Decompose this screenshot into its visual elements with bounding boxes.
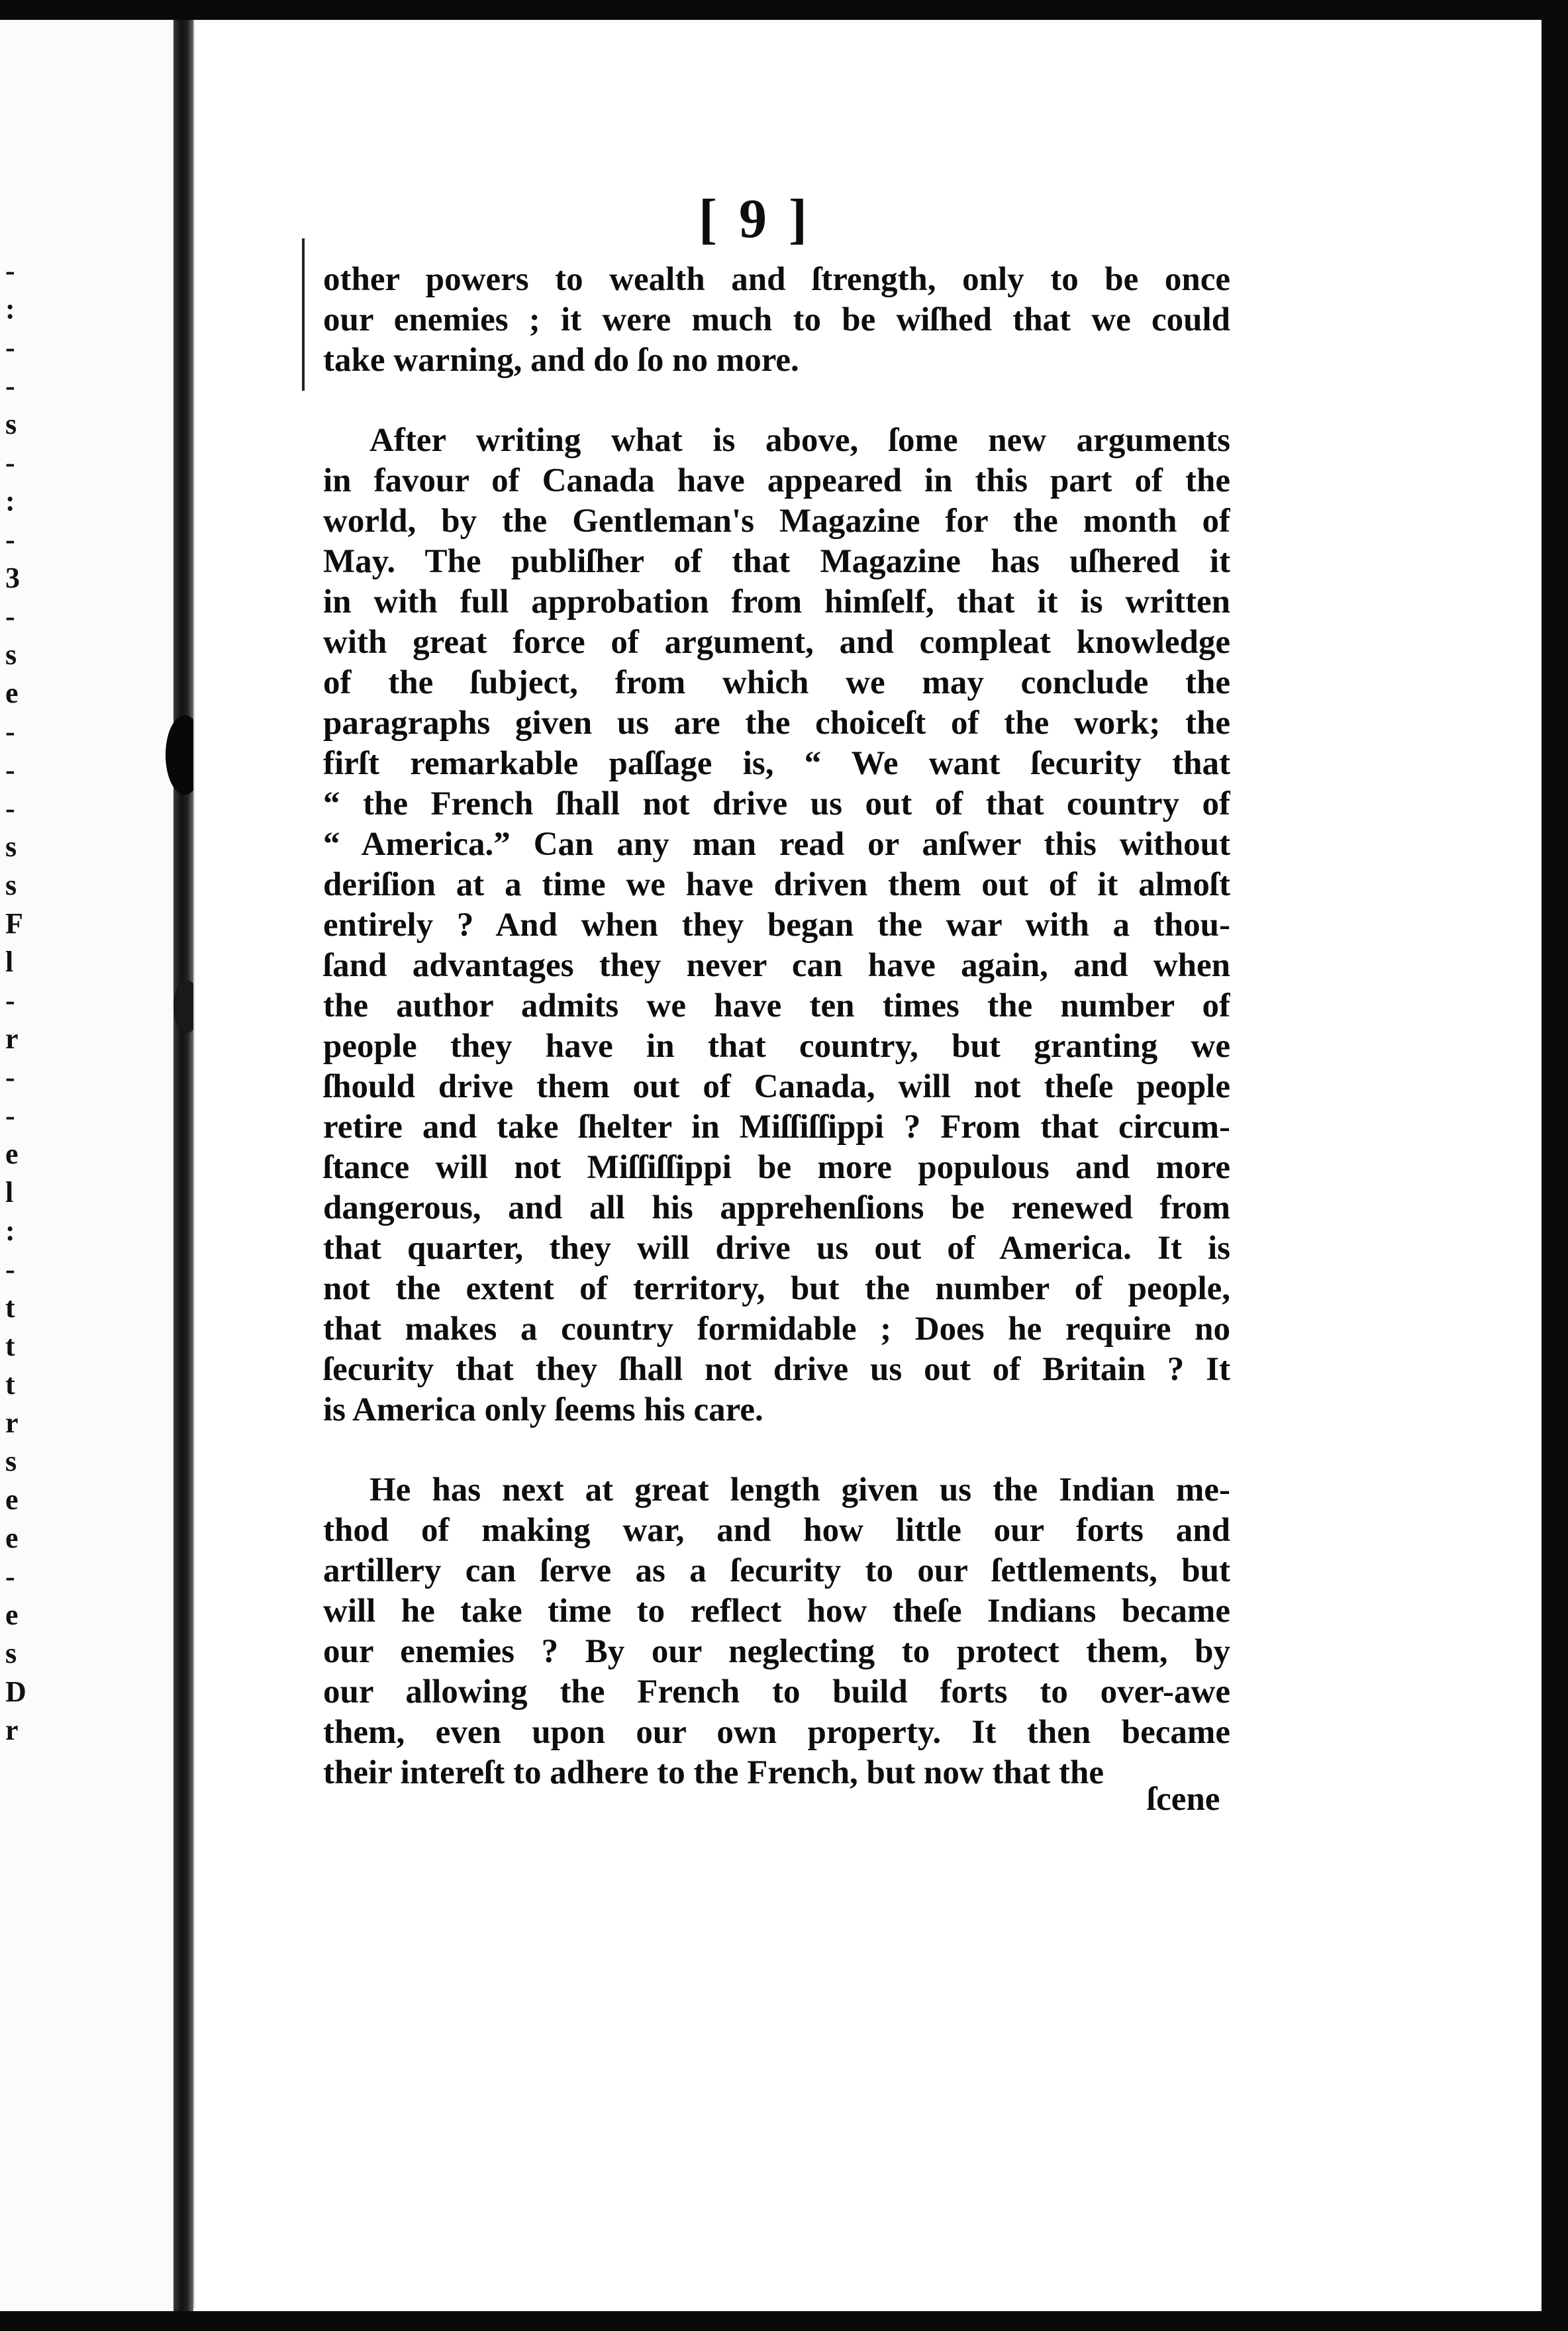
text-line: entirely ? And when they began the war with a thou- — [323, 907, 1230, 944]
facing-page-fragment: s — [5, 869, 17, 901]
facing-page-fragment: l — [5, 1176, 14, 1209]
text-line: May. The publiſher of that Magazine has uſhered it — [323, 543, 1230, 580]
facing-page-fragment: - — [5, 1560, 15, 1593]
facing-page-fragment: t — [5, 1291, 15, 1324]
text-line: ſtance will not Miſſiſſippi be more populous and more — [323, 1149, 1230, 1186]
catchword: ſcene — [1147, 1781, 1220, 1818]
facing-page-fragment: - — [5, 1099, 15, 1132]
facing-page-fragment: - — [5, 600, 15, 632]
facing-page-fragment: e — [5, 1138, 19, 1170]
paragraph-gap — [323, 381, 1230, 421]
facing-page-fragment: e — [5, 677, 19, 709]
text-line: our allowing the French to build forts to over-awe — [323, 1673, 1230, 1711]
facing-page-fragment: s — [5, 408, 17, 440]
facing-page-fragment: - — [5, 331, 15, 364]
facing-page-margin-characters — [5, 252, 25, 1750]
facing-page-fragment: - — [5, 984, 15, 1017]
facing-page-fragment: e — [5, 1483, 19, 1516]
text-line: dangerous, and all his apprehenſions be renewed from — [323, 1189, 1230, 1226]
paragraph — [323, 421, 1230, 1430]
text-line: paragraphs given us are the choiceſt of the work; the — [323, 705, 1230, 742]
text-line: people they have in that country, but granting we — [323, 1028, 1230, 1065]
facing-page-fragment: s — [5, 1637, 17, 1669]
body-text — [323, 260, 1230, 1793]
text-line: with great force of argument, and compleat knowledge — [323, 624, 1230, 661]
text-line: world, by the Gentleman's Magazine for the month of — [323, 503, 1230, 540]
text-line: ſhould drive them out of Canada, will not theſe people — [323, 1068, 1230, 1105]
text-line: that quarter, they will drive us out of America. It is — [323, 1230, 1230, 1267]
text-line: of the ſubject, from which we may conclude the — [323, 664, 1230, 701]
scan-border-bottom — [0, 2311, 1568, 2331]
text-line: is America only ſeems his care. — [323, 1391, 763, 1428]
text-line: our enemies ? By our neglecting to protect them, by — [323, 1633, 1230, 1670]
text-line: After writing what is above, ſome new arguments — [369, 422, 1230, 459]
facing-page-fragment: - — [5, 754, 15, 786]
text-line: in favour of Canada have appeared in this part of the — [323, 462, 1230, 499]
text-line: firſt remarkable paſſage is, “ We want ſecurity that — [323, 745, 1230, 782]
paragraph — [323, 1470, 1230, 1793]
page-number: [ 9 ] — [699, 188, 811, 250]
facing-page-fragment: : — [5, 485, 15, 517]
paragraph — [323, 260, 1230, 381]
facing-page-fragment: - — [5, 370, 15, 402]
text-line: them, even upon our own property. It then became — [323, 1714, 1230, 1751]
facing-page-fragment: r — [5, 1407, 19, 1439]
scan-border-top — [0, 0, 1568, 20]
text-line: artillery can ſerve as a ſecurity to our ſettlements, but — [323, 1552, 1230, 1589]
facing-page-fragment: : — [5, 1215, 15, 1247]
text-line: deriſion at a time we have driven them out of it almoſt — [323, 866, 1230, 903]
text-line: take warning, and do ſo no more. — [323, 342, 799, 379]
book-gutter — [173, 0, 193, 2331]
facing-page-fragment: 3 — [5, 562, 20, 594]
text-line: ſecurity that they ſhall not drive us out of Britain ? It — [323, 1351, 1230, 1388]
text-line: “ the French ſhall not drive us out of that country of — [323, 785, 1230, 822]
text-line: the author admits we have ten times the number of — [323, 987, 1230, 1024]
text-line: will he take time to reflect how theſe Indians became — [323, 1593, 1230, 1630]
paragraph-gap — [323, 1430, 1230, 1470]
facing-page-fragment: s — [5, 830, 17, 863]
facing-page-remnant — [0, 0, 179, 2331]
text-line: in with full approbation from himſelf, that it is written — [323, 583, 1230, 620]
text-line: our enemies ; it were much to be wiſhed that we could — [323, 301, 1230, 338]
facing-page-fragment: - — [5, 446, 15, 479]
facing-page-fragment: F — [5, 907, 23, 940]
facing-page-fragment: D — [5, 1675, 26, 1708]
facing-page-fragment: - — [5, 254, 15, 287]
facing-page-fragment: : — [5, 293, 15, 325]
facing-page-fragment: r — [5, 1714, 19, 1746]
text-line: not the extent of territory, but the number of people, — [323, 1270, 1230, 1307]
text-line: that makes a country formidable ; Does he require no — [323, 1311, 1230, 1348]
facing-page-fragment: t — [5, 1330, 15, 1362]
text-line: thod of making war, and how little our forts and — [323, 1512, 1230, 1549]
facing-page-fragment: - — [5, 1061, 15, 1093]
facing-page-fragment: - — [5, 1253, 15, 1285]
text-line: retire and take ſhelter in Miſſiſſippi ? From that circum- — [323, 1109, 1230, 1146]
scan-border-right — [1542, 0, 1568, 2331]
facing-page-fragment: s — [5, 638, 17, 671]
text-line: other powers to wealth and ſtrength, only to be once — [323, 261, 1230, 298]
text-line: their intereſt to adhere to the French, but now that the — [323, 1754, 1104, 1791]
text-line: “ America.” Can any man read or anſwer this without — [323, 826, 1230, 863]
facing-page-fragment: t — [5, 1368, 15, 1401]
facing-page-fragment: r — [5, 1022, 19, 1055]
margin-mark — [302, 238, 305, 391]
facing-page-fragment: - — [5, 792, 15, 824]
facing-page-fragment: e — [5, 1522, 19, 1554]
facing-page-fragment: e — [5, 1599, 19, 1631]
facing-page-fragment: - — [5, 523, 15, 556]
text-line: He has next at great length given us the Indian me- — [369, 1471, 1230, 1509]
facing-page-fragment: s — [5, 1445, 17, 1477]
facing-page-fragment: l — [5, 946, 14, 978]
facing-page-fragment: - — [5, 715, 15, 748]
text-line: ſand advantages they never can have again, and when — [323, 947, 1230, 984]
